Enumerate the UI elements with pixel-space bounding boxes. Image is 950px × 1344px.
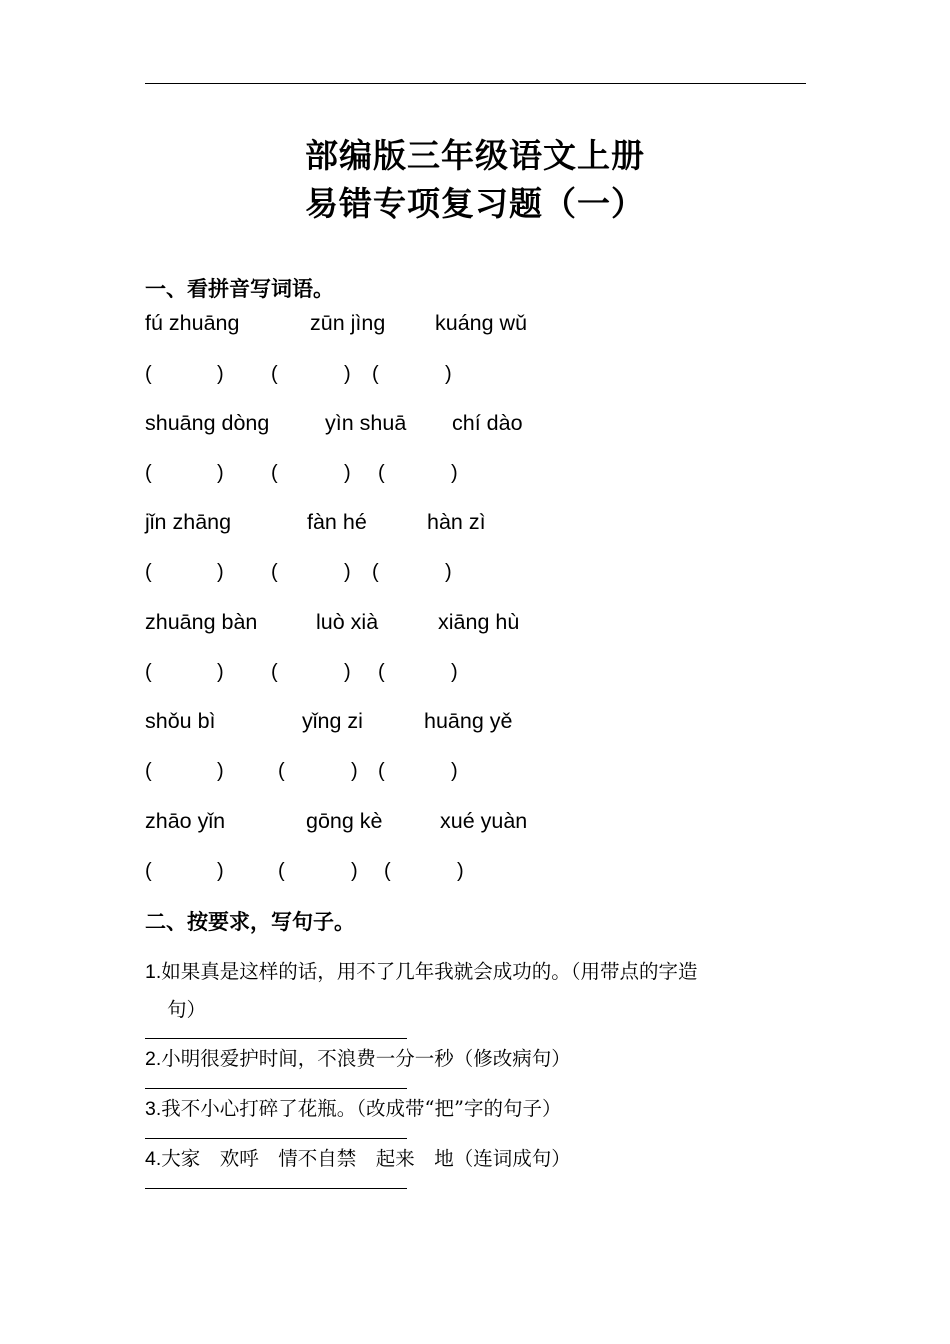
answer-paren-open: ( — [278, 860, 285, 882]
pinyin-word: chí dào — [452, 411, 523, 435]
answer-paren-close: ) — [445, 363, 452, 385]
pinyin-word: yǐng zi — [302, 709, 363, 733]
answer-paren-open: ( — [271, 561, 278, 583]
answer-paren-close: ) — [217, 760, 224, 782]
answer-paren-open: ( — [145, 363, 152, 385]
pinyin-word: xiāng hù — [438, 610, 520, 634]
answer-paren-close: ) — [451, 760, 458, 782]
question-2 — [145, 1043, 571, 1071]
question-1 — [145, 956, 698, 984]
answer-paren-close: ) — [217, 661, 224, 683]
answer-paren-open: ( — [271, 363, 278, 385]
pinyin-word: hàn zì — [427, 510, 486, 534]
question-number: 4. — [145, 1148, 162, 1170]
answer-paren-close: ) — [451, 661, 458, 683]
pinyin-word: zhāo yǐn — [145, 809, 226, 833]
question-4 — [145, 1143, 571, 1171]
answer-paren-open: ( — [145, 462, 152, 484]
answer-paren-open: ( — [145, 561, 152, 583]
answer-paren-close: ) — [445, 561, 452, 583]
pinyin-word: jǐn zhāng — [145, 510, 232, 534]
answer-paren-close: ) — [344, 661, 351, 683]
answer-paren-open: ( — [378, 760, 385, 782]
answer-paren-open: ( — [145, 860, 152, 882]
answer-paren-open: ( — [378, 661, 385, 683]
answer-paren-open: ( — [278, 760, 285, 782]
question-number: 1. — [145, 961, 162, 983]
answer-paren-close: ) — [217, 860, 224, 882]
pinyin-word: fú zhuāng — [145, 311, 240, 335]
question-text: 如果真是这样的话，用不了几年我就会成功的。（用带点的字造 — [161, 960, 698, 983]
answer-paren-open: ( — [378, 462, 385, 484]
question-text: 小明很爱护时间，不浪费一分一秒（修改病句） — [161, 1047, 571, 1070]
answer-paren-close: ) — [344, 363, 351, 385]
pinyin-word: fàn hé — [307, 510, 367, 534]
pinyin-word: xué yuàn — [440, 809, 528, 833]
answer-paren-close: ) — [217, 363, 224, 385]
pinyin-word: luò xià — [316, 610, 379, 634]
question-3 — [145, 1093, 561, 1121]
question-1-continuation: 句） — [167, 998, 207, 1021]
answer-paren-close: ) — [351, 860, 358, 882]
pinyin-word: gōng kè — [306, 809, 383, 833]
pinyin-word: huāng yě — [424, 709, 513, 733]
answer-paren-open: ( — [145, 760, 152, 782]
answer-line-4[interactable] — [145, 1188, 407, 1189]
pinyin-word: shuāng dòng — [145, 411, 270, 435]
answer-line-2[interactable] — [145, 1088, 407, 1089]
question-text: 大家 欢呼 情不自禁 起来 地（连词成句） — [161, 1147, 571, 1170]
answer-paren-open: ( — [372, 363, 379, 385]
section-2-heading: 二、按要求，写句子。 — [145, 909, 355, 934]
question-number: 2. — [145, 1048, 162, 1070]
answer-paren-close: ) — [451, 462, 458, 484]
answer-paren-open: ( — [145, 661, 152, 683]
answer-line-1[interactable] — [145, 1038, 407, 1039]
answer-paren-open: ( — [271, 661, 278, 683]
top-rule — [145, 83, 806, 84]
question-number: 3. — [145, 1098, 162, 1120]
answer-paren-open: ( — [372, 561, 379, 583]
answer-paren-close: ) — [344, 561, 351, 583]
answer-paren-close: ) — [457, 860, 464, 882]
answer-paren-close: ) — [344, 462, 351, 484]
question-text: 我不小心打碎了花瓶。（改成带“把”字的句子） — [161, 1097, 562, 1120]
answer-paren-open: ( — [271, 462, 278, 484]
answer-paren-close: ) — [351, 760, 358, 782]
pinyin-word: zhuāng bàn — [145, 610, 258, 634]
answer-paren-close: ) — [217, 462, 224, 484]
pinyin-word: zūn jìng — [310, 311, 386, 335]
pinyin-word: kuáng wǔ — [435, 311, 528, 335]
answer-paren-open: ( — [384, 860, 391, 882]
pinyin-word: yìn shuā — [325, 411, 407, 435]
answer-paren-close: ) — [217, 561, 224, 583]
section-1-heading: 一、看拼音写词语。 — [145, 276, 334, 301]
answer-line-3[interactable] — [145, 1138, 407, 1139]
title-line-2: 易错专项复习题（一） — [305, 184, 645, 223]
pinyin-word: shǒu bì — [145, 709, 216, 733]
title-line-1: 部编版三年级语文上册 — [305, 136, 645, 175]
